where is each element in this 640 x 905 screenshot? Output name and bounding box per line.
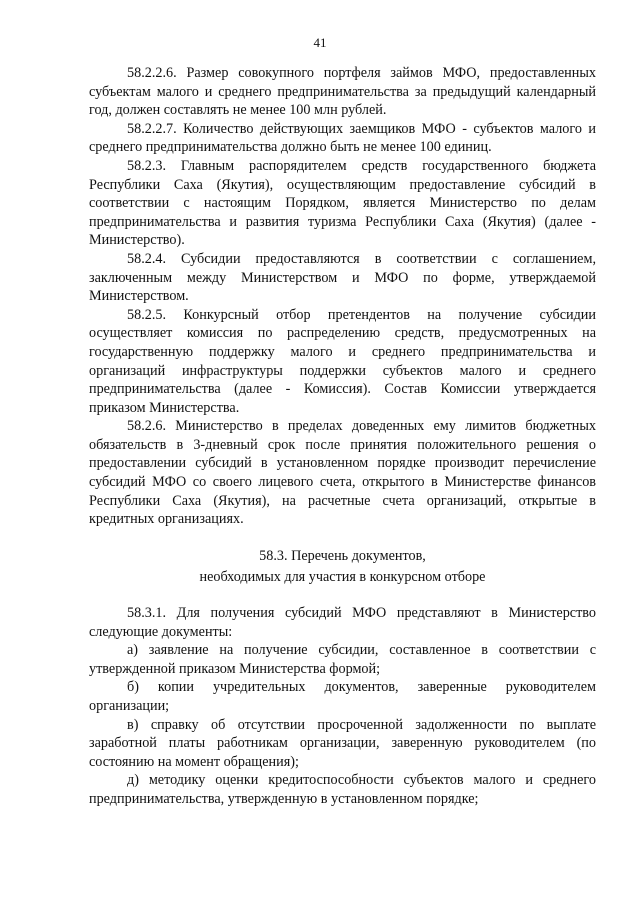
paragraph-58-3-1: 58.3.1. Для получения субсидий МФО представляют в Министерство следующие документы: (89, 605, 596, 640)
list-item-v: в) справку об отсутствии просроченной задолженности по выплате заработной платы работникам организации, заверенную руководителем (по состоянию на момент обращения); (89, 716, 596, 770)
list-item-b: б) копии учредительных документов, заверенные руководителем организации; (89, 679, 596, 714)
paragraph-58-2-4: 58.2.4. Субсидии предоставляются в соответствии с соглашением, заключенным между Министерством и МФО по форме, утверждаемой Министерством. (89, 250, 596, 305)
paragraph-58-2-5: 58.2.5. Конкурсный отбор претендентов на получение субсидии осуществляет комиссия по распределению средств, предусмотренных на государственную поддержку малого и среднего предпринимательства и организаций инфраструктуры поддержки субъектов малого и среднего предпринимательства (далее - Комиссия). Состав Комиссии утверждается приказом Министерства. (89, 306, 596, 416)
section-heading-line-1: 58.3. Перечень документов, (259, 547, 426, 564)
list-item-a: а) заявление на получение субсидии, составленное в соответствии с утвержденной приказом Министерства формой; (89, 642, 596, 677)
list-item-d: д) методику оценки кредитоспособности субъектов малого и среднего предпринимательства, утвержденную в установленном порядке; (89, 772, 596, 807)
page-number: 41 (313, 35, 327, 50)
paragraph-58-2-2-7: 58.2.2.7. Количество действующих заемщиков МФО - субъектов малого и среднего предпринимательства должно быть не менее 100 единиц. (89, 120, 596, 156)
paragraph-58-2-6: 58.2.6. Министерство в пределах доведенных ему лимитов бюджетных обязательств в 3-дневный срок после принятия положительного решения о предоставлении субсидий в установленном порядке производит перечисление субсидий МФО со своего лицевого счета, открытого в Министерстве финансов Республики Саха (Якутия), на расчетные счета организаций, открытые в кредитных организациях. (89, 418, 596, 528)
paragraph-58-2-2-6: 58.2.2.6. Размер совокупного портфеля займов МФО, предоставленных субъектам малого и среднего предпринимательства за предыдущий календарный год, должен составлять не менее 100 млн рублей. (89, 65, 596, 119)
section-heading-line-2: необходимых для участия в конкурсном отборе (199, 569, 486, 586)
paragraph-58-2-3: 58.2.3. Главным распорядителем средств государственного бюджета Республики Саха (Якутия), осуществляющим предоставление субсидий в соответствии с настоящим Порядком, является Министерство по делам предпринимательства и развития туризма Республики Саха (Якутия) (далее - Министерство). (89, 157, 596, 249)
document-body (89, 64, 596, 809)
